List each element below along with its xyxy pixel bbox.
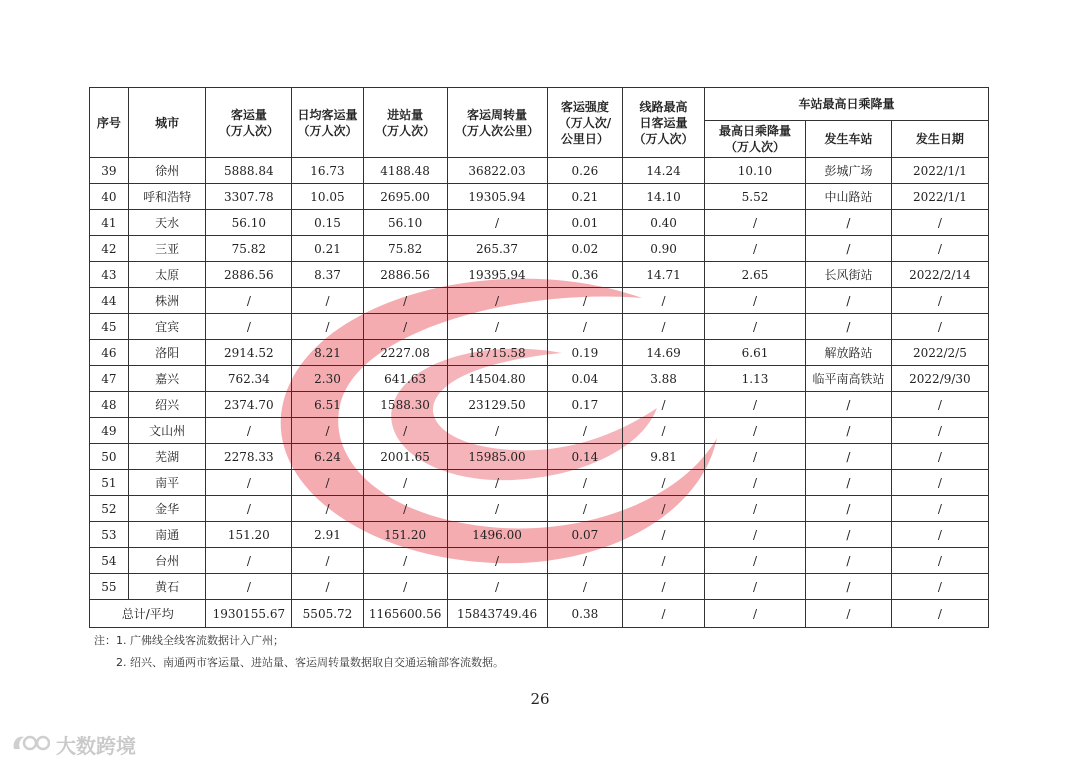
row-index: 44 [90,288,129,314]
row-volume: / [206,418,292,444]
brand-logo-icon [10,731,50,757]
total-station-name: / [806,600,892,628]
header-intensity: 客运强度 （万人次/ 公里日） [547,88,623,158]
row-date: / [891,314,988,340]
row-station-max: 6.61 [704,340,805,366]
row-daily: 0.15 [292,210,364,236]
row-volume: 5888.84 [206,158,292,184]
row-index: 45 [90,314,129,340]
row-volume: / [206,548,292,574]
row-station-name: / [806,236,892,262]
row-entries: 641.63 [363,366,447,392]
table-row [90,314,989,340]
row-daily: 2.30 [292,366,364,392]
row-intensity: / [547,548,623,574]
row-entries: / [363,314,447,340]
total-volume: 1930155.67 [206,600,292,628]
row-date: / [891,496,988,522]
row-turnover: 23129.50 [447,392,547,418]
header-row-top [90,88,989,121]
row-turnover: / [447,548,547,574]
row-station-max: 10.10 [704,158,805,184]
row-intensity: 0.02 [547,236,623,262]
row-city: 三亚 [128,236,206,262]
row-date: / [891,548,988,574]
row-line-max: 14.69 [623,340,705,366]
row-date: 2022/1/1 [891,158,988,184]
row-intensity: 0.14 [547,444,623,470]
row-index: 49 [90,418,129,444]
row-index: 47 [90,366,129,392]
row-station-max: / [704,392,805,418]
brand-watermark [10,730,136,758]
row-volume: 3307.78 [206,184,292,210]
row-intensity: 0.26 [547,158,623,184]
row-entries: / [363,574,447,600]
row-intensity: 0.36 [547,262,623,288]
note-line-2: 2. 绍兴、南通两市客运量、进站量、客运周转量数据取自交通运输部客流数据。 [116,656,504,669]
row-city: 嘉兴 [128,366,206,392]
row-turnover: 36822.03 [447,158,547,184]
row-station-name: / [806,496,892,522]
row-station-max: / [704,522,805,548]
row-intensity: / [547,314,623,340]
row-station-max: / [704,470,805,496]
row-city: 文山州 [128,418,206,444]
row-station-name: / [806,548,892,574]
row-daily: / [292,288,364,314]
row-turnover: / [447,288,547,314]
row-entries: 2886.56 [363,262,447,288]
row-station-name: / [806,522,892,548]
row-intensity: 0.04 [547,366,623,392]
header-city: 城市 [128,88,206,158]
row-volume: 2914.52 [206,340,292,366]
row-entries: 2001.65 [363,444,447,470]
row-date: / [891,236,988,262]
total-row [90,600,989,628]
table-row [90,392,989,418]
table-row [90,496,989,522]
row-line-max: 3.88 [623,366,705,392]
row-index: 55 [90,574,129,600]
header-line-max-daily: 线路最高 日客运量 （万人次） [623,88,705,158]
table-row [90,262,989,288]
row-date: 2022/1/1 [891,184,988,210]
row-turnover: / [447,418,547,444]
row-entries: 2227.08 [363,340,447,366]
row-index: 43 [90,262,129,288]
row-date: / [891,418,988,444]
row-turnover: 18715.58 [447,340,547,366]
row-entries: / [363,470,447,496]
row-turnover: / [447,314,547,340]
header-passenger-volume: 客运量 （万人次） [206,88,292,158]
row-station-max: / [704,418,805,444]
table-body [90,158,989,600]
row-station-name: / [806,444,892,470]
row-city: 南平 [128,470,206,496]
row-turnover: 19305.94 [447,184,547,210]
row-intensity: / [547,288,623,314]
row-entries: / [363,496,447,522]
row-line-max: / [623,574,705,600]
row-city: 徐州 [128,158,206,184]
row-station-name: / [806,392,892,418]
row-line-max: / [623,548,705,574]
row-line-max: 14.24 [623,158,705,184]
row-station-max: / [704,314,805,340]
row-entries: / [363,548,447,574]
row-line-max: / [623,522,705,548]
header-index: 序号 [90,88,129,158]
row-line-max: / [623,288,705,314]
row-city: 芜湖 [128,444,206,470]
row-line-max: 14.71 [623,262,705,288]
table-row [90,158,989,184]
row-station-name: / [806,470,892,496]
row-volume: / [206,496,292,522]
row-index: 39 [90,158,129,184]
table-row [90,444,989,470]
row-station-name: 长风街站 [806,262,892,288]
row-entries: 56.10 [363,210,447,236]
row-date: / [891,288,988,314]
total-label: 总计/平均 [90,600,206,628]
header-station-date: 发生日期 [891,121,988,158]
row-city: 台州 [128,548,206,574]
row-intensity: 0.21 [547,184,623,210]
header-station-name: 发生车站 [806,121,892,158]
table-row [90,470,989,496]
row-intensity: 0.19 [547,340,623,366]
row-station-name: 彭城广场 [806,158,892,184]
row-daily: 8.21 [292,340,364,366]
row-daily: 6.24 [292,444,364,470]
row-index: 53 [90,522,129,548]
row-daily: / [292,496,364,522]
header-entries: 进站量 （万人次） [363,88,447,158]
row-date: 2022/2/5 [891,340,988,366]
row-turnover: / [447,574,547,600]
row-station-max: / [704,288,805,314]
table-row [90,574,989,600]
row-entries: / [363,418,447,444]
row-entries: 151.20 [363,522,447,548]
row-daily: / [292,470,364,496]
row-entries: 75.82 [363,236,447,262]
row-volume: 56.10 [206,210,292,236]
row-volume: / [206,288,292,314]
total-line-max: / [623,600,705,628]
row-index: 41 [90,210,129,236]
row-intensity: / [547,418,623,444]
row-daily: / [292,418,364,444]
row-volume: 2278.33 [206,444,292,470]
row-station-name: / [806,288,892,314]
row-daily: 0.21 [292,236,364,262]
row-date: 2022/9/30 [891,366,988,392]
row-daily: 10.05 [292,184,364,210]
row-line-max: 14.10 [623,184,705,210]
row-volume: 2374.70 [206,392,292,418]
row-city: 黄石 [128,574,206,600]
row-city: 洛阳 [128,340,206,366]
table-row [90,210,989,236]
row-intensity: / [547,470,623,496]
row-entries: 1588.30 [363,392,447,418]
row-entries: / [363,288,447,314]
row-line-max: / [623,418,705,444]
row-date: / [891,210,988,236]
note-line-1: 注：1. 广佛线全线客流数据计入广州； [94,634,284,647]
row-index: 48 [90,392,129,418]
table-row [90,184,989,210]
row-line-max: / [623,392,705,418]
total-date: / [891,600,988,628]
total-intensity: 0.38 [547,600,623,628]
row-line-max: / [623,314,705,340]
row-volume: 762.34 [206,366,292,392]
row-station-max: 1.13 [704,366,805,392]
row-date: 2022/2/14 [891,262,988,288]
row-turnover: 1496.00 [447,522,547,548]
table-row [90,288,989,314]
row-turnover: 15985.00 [447,444,547,470]
row-daily: / [292,314,364,340]
row-intensity: 0.07 [547,522,623,548]
row-turnover: 19395.94 [447,262,547,288]
row-index: 46 [90,340,129,366]
row-station-max: / [704,444,805,470]
row-index: 51 [90,470,129,496]
row-volume: / [206,470,292,496]
row-daily: / [292,574,364,600]
row-index: 52 [90,496,129,522]
header-station-max: 最高日乘降量 （万人次） [704,121,805,158]
row-daily: 6.51 [292,392,364,418]
row-city: 太原 [128,262,206,288]
row-index: 42 [90,236,129,262]
row-city: 宜宾 [128,314,206,340]
row-index: 50 [90,444,129,470]
row-station-name: 解放路站 [806,340,892,366]
row-index: 54 [90,548,129,574]
total-daily: 5505.72 [292,600,364,628]
row-line-max: / [623,496,705,522]
header-station-group: 车站最高日乘降量 [704,88,988,121]
row-station-name: / [806,210,892,236]
row-date: / [891,470,988,496]
row-daily: 8.37 [292,262,364,288]
table-row [90,366,989,392]
row-volume: 75.82 [206,236,292,262]
table-row [90,548,989,574]
table-row [90,236,989,262]
row-station-max: 5.52 [704,184,805,210]
row-station-name: / [806,314,892,340]
row-volume: / [206,574,292,600]
row-city: 呼和浩特 [128,184,206,210]
table-row [90,418,989,444]
row-date: / [891,574,988,600]
row-station-max: / [704,496,805,522]
total-station-max: / [704,600,805,628]
row-entries: 2695.00 [363,184,447,210]
row-daily: 2.91 [292,522,364,548]
row-line-max: / [623,470,705,496]
row-date: / [891,444,988,470]
row-turnover: 265.37 [447,236,547,262]
row-volume: 2886.56 [206,262,292,288]
row-city: 绍兴 [128,392,206,418]
row-station-max: / [704,236,805,262]
row-volume: 151.20 [206,522,292,548]
table-row [90,522,989,548]
row-daily: / [292,548,364,574]
table-notes [94,630,504,674]
page-number: 26 [530,690,550,708]
row-city: 金华 [128,496,206,522]
row-volume: / [206,314,292,340]
row-intensity: / [547,574,623,600]
row-station-max: / [704,574,805,600]
row-date: / [891,392,988,418]
brand-text: 大数跨境 [56,733,136,758]
row-intensity: / [547,496,623,522]
row-index: 40 [90,184,129,210]
row-turnover: / [447,210,547,236]
total-entries: 1165600.56 [363,600,447,628]
row-city: 天水 [128,210,206,236]
row-station-max: / [704,210,805,236]
row-station-max: / [704,548,805,574]
table-row [90,340,989,366]
row-intensity: 0.17 [547,392,623,418]
row-station-name: / [806,418,892,444]
row-line-max: 9.81 [623,444,705,470]
row-station-name: / [806,574,892,600]
row-line-max: 0.90 [623,236,705,262]
metro-stats-table [89,87,989,628]
row-daily: 16.73 [292,158,364,184]
row-line-max: 0.40 [623,210,705,236]
row-city: 南通 [128,522,206,548]
row-date: / [891,522,988,548]
total-turnover: 15843749.46 [447,600,547,628]
row-station-name: 中山路站 [806,184,892,210]
row-turnover: / [447,470,547,496]
row-station-max: 2.65 [704,262,805,288]
row-city: 株洲 [128,288,206,314]
header-daily-avg-volume: 日均客运量 （万人次） [292,88,364,158]
row-entries: 4188.48 [363,158,447,184]
header-turnover: 客运周转量 （万人次公里） [447,88,547,158]
row-station-name: 临平南高铁站 [806,366,892,392]
row-turnover: 14504.80 [447,366,547,392]
row-turnover: / [447,496,547,522]
row-intensity: 0.01 [547,210,623,236]
